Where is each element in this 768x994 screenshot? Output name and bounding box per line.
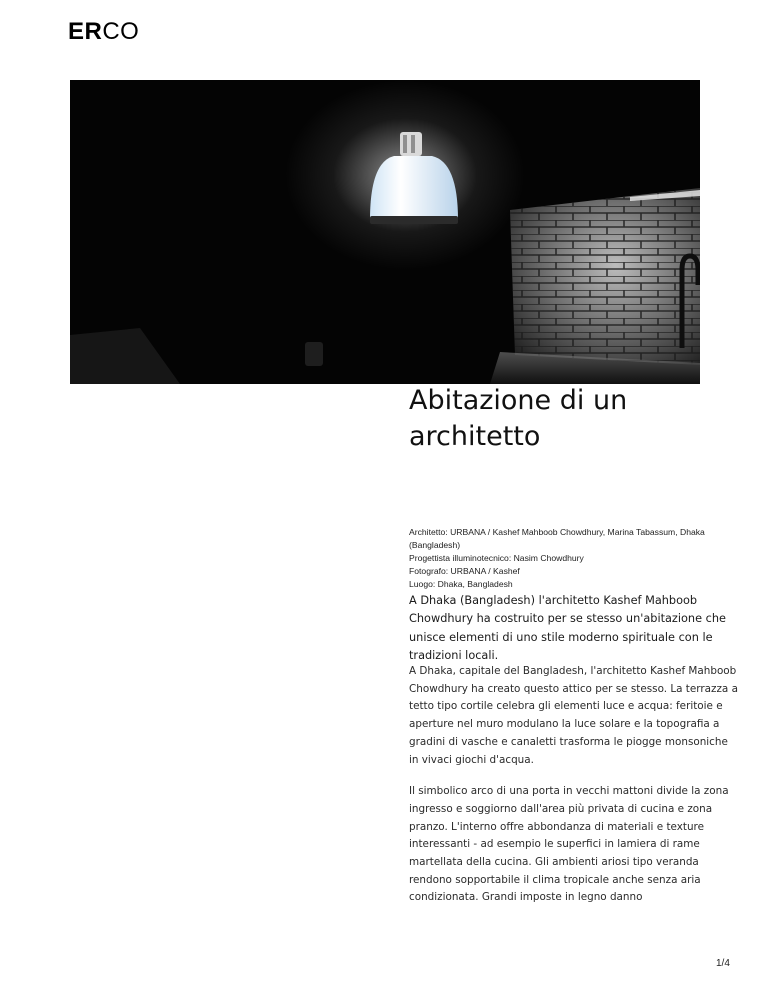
logo-bold-part: ER <box>68 18 103 45</box>
credits-block <box>409 526 739 591</box>
credit-photographer: Fotografo: URBANA / Kashef <box>409 566 520 576</box>
hero-photo <box>70 80 700 384</box>
article-body <box>409 663 739 921</box>
erco-logo <box>68 18 139 46</box>
page-number: 1/4 <box>716 958 730 969</box>
credit-lighting-designer: Progettista illuminotecnico: Nasim Chowdhury <box>409 553 584 563</box>
body-paragraph: Il simbolico arco di una porta in vecchi mattoni divide la zona ingresso e soggiorno dall'area più privata di cucina e zona pranzo. L'interno offre abbondanza di materiali e texture interessanti - ad esempio le superfici in lamiera di rame martellata della cucina. Gli ambienti ariosi tipo veranda rendono sopportabile il clima tropicale anche senza aria condizionata. Grandi imposte in legno danno <box>409 785 729 904</box>
credit-location: Luogo: Dhaka, Bangladesh <box>409 579 513 589</box>
logo-light-part: CO <box>102 18 140 45</box>
lead-paragraph: A Dhaka (Bangladesh) l'architetto Kashef Mahboob Chowdhury ha costruito per se stesso un'abitazione che unisce elementi di uno stile moderno spirituale con le tradizioni locali. <box>409 594 726 663</box>
credit-architect: Architetto: URBANA / Kashef Mahboob Chowdhury, Marina Tabassum, Dhaka (Bangladesh) <box>409 527 705 550</box>
article-title: Abitazione di un architetto <box>409 385 628 452</box>
hero-photo-illustration <box>70 80 700 384</box>
body-paragraph: A Dhaka, capitale del Bangladesh, l'architetto Kashef Mahboob Chowdhury ha creato questo attico per se stesso. La terrazza a tetto tipo cortile celebra gli elementi luce e acqua: feritoie e aperture nel muro modulano la luce solare e la topografia a gradini di vasche e canaletti trasforma le piogge monsoniche in vivaci giochi d'acqua. <box>409 665 738 766</box>
